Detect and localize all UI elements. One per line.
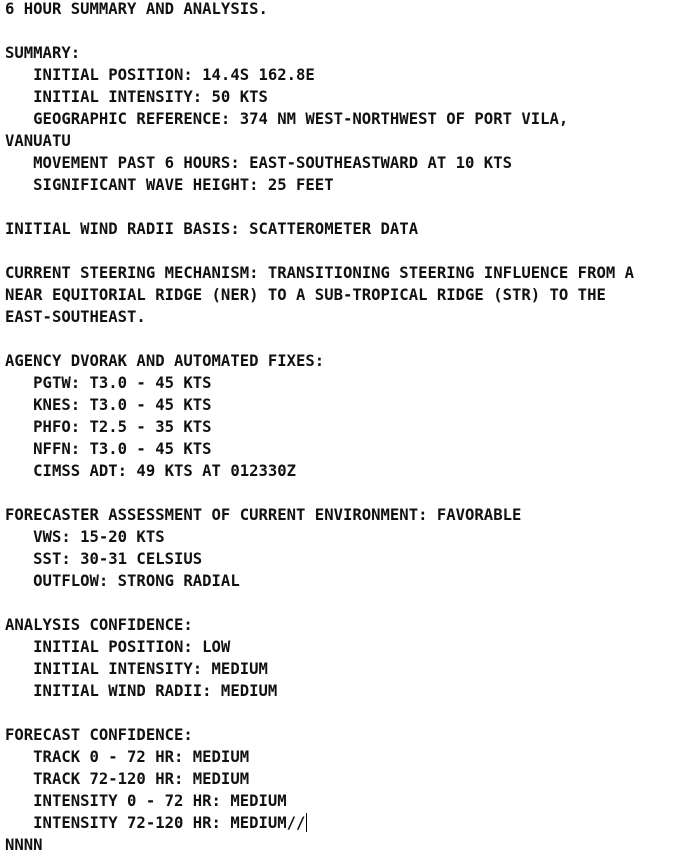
text-line-content: CURRENT STEERING MECHANISM: TRANSITIONING STEERING INFLUENCE FROM A [5, 264, 635, 282]
text-line [5, 504, 689, 526]
blank-line [5, 240, 689, 262]
text-line [5, 130, 689, 152]
text-line [5, 614, 689, 636]
text-line-content: VANUATU [5, 132, 71, 150]
text-line-content: NNNN [5, 836, 43, 854]
text-line-content: ANALYSIS CONFIDENCE: [5, 616, 193, 634]
blank-line [5, 702, 689, 724]
text-line-content: INITIAL INTENSITY: MEDIUM [5, 660, 268, 678]
text-line-content: INITIAL POSITION: 14.4S 162.8E [5, 66, 315, 84]
text-line-content: PGTW: T3.0 - 45 KTS [5, 374, 212, 392]
text-line [5, 152, 689, 174]
text-line-content: INITIAL INTENSITY: 50 KTS [5, 88, 268, 106]
text-line-content: FORECAST CONFIDENCE: [5, 726, 193, 744]
blank-line [5, 20, 689, 42]
text-line [5, 42, 689, 64]
text-line [5, 218, 689, 240]
text-line [5, 350, 689, 372]
text-line [5, 746, 689, 768]
blank-line [5, 196, 689, 218]
text-line [5, 174, 689, 196]
text-line [5, 108, 689, 130]
text-line [5, 636, 689, 658]
text-line-content: OUTFLOW: STRONG RADIAL [5, 572, 240, 590]
text-line [5, 570, 689, 592]
text-line-content: SST: 30-31 CELSIUS [5, 550, 203, 568]
text-line [5, 834, 689, 856]
text-line [5, 438, 689, 460]
text-line [5, 64, 689, 86]
text-line [5, 680, 689, 702]
text-line-content: SIGNIFICANT WAVE HEIGHT: 25 FEET [5, 176, 334, 194]
bulletin-text[interactable] [5, 0, 689, 856]
text-line-content: SUMMARY: [5, 44, 81, 62]
text-line [5, 306, 689, 328]
text-line [5, 812, 689, 834]
text-line-content: VWS: 15-20 KTS [5, 528, 165, 546]
text-line [5, 262, 689, 284]
text-line [5, 724, 689, 746]
text-line-content: NFFN: T3.0 - 45 KTS [5, 440, 212, 458]
text-line-content: NEAR EQUITORIAL RIDGE (NER) TO A SUB-TROPICAL RIDGE (STR) TO THE [5, 286, 606, 304]
text-line-content: INITIAL POSITION: LOW [5, 638, 231, 656]
text-line [5, 768, 689, 790]
text-line-content: TRACK 0 - 72 HR: MEDIUM [5, 748, 250, 766]
text-line-content: PHFO: T2.5 - 35 KTS [5, 418, 212, 436]
text-line-content: FORECASTER ASSESSMENT OF CURRENT ENVIRONMENT: FAVORABLE [5, 506, 522, 524]
blank-line [5, 482, 689, 504]
text-line [5, 394, 689, 416]
text-line-content: 6 HOUR SUMMARY AND ANALYSIS. [5, 0, 268, 18]
text-line-content: INITIAL WIND RADII: MEDIUM [5, 682, 278, 700]
text-line [5, 790, 689, 812]
text-line [5, 548, 689, 570]
blank-line [5, 592, 689, 614]
blank-line [5, 328, 689, 350]
text-line [5, 284, 689, 306]
text-cursor [306, 813, 307, 832]
text-line-content: INTENSITY 0 - 72 HR: MEDIUM [5, 792, 287, 810]
text-line [5, 658, 689, 680]
text-line-content: AGENCY DVORAK AND AUTOMATED FIXES: [5, 352, 325, 370]
text-line-content: KNES: T3.0 - 45 KTS [5, 396, 212, 414]
text-line-content: INITIAL WIND RADII BASIS: SCATTEROMETER DATA [5, 220, 419, 238]
text-line [5, 416, 689, 438]
text-line [5, 372, 689, 394]
text-line-content: MOVEMENT PAST 6 HOURS: EAST-SOUTHEASTWARD AT 10 KTS [5, 154, 512, 172]
text-line [5, 526, 689, 548]
text-line-content: CIMSS ADT: 49 KTS AT 012330Z [5, 462, 297, 480]
text-line-content: EAST-SOUTHEAST. [5, 308, 146, 326]
text-line [5, 460, 689, 482]
text-line [5, 86, 689, 108]
text-line [5, 0, 689, 20]
text-line-content: TRACK 72-120 HR: MEDIUM [5, 770, 250, 788]
text-line-content: INTENSITY 72-120 HR: MEDIUM// [5, 814, 306, 832]
text-line-content: GEOGRAPHIC REFERENCE: 374 NM WEST-NORTHWEST OF PORT VILA, [5, 110, 569, 128]
